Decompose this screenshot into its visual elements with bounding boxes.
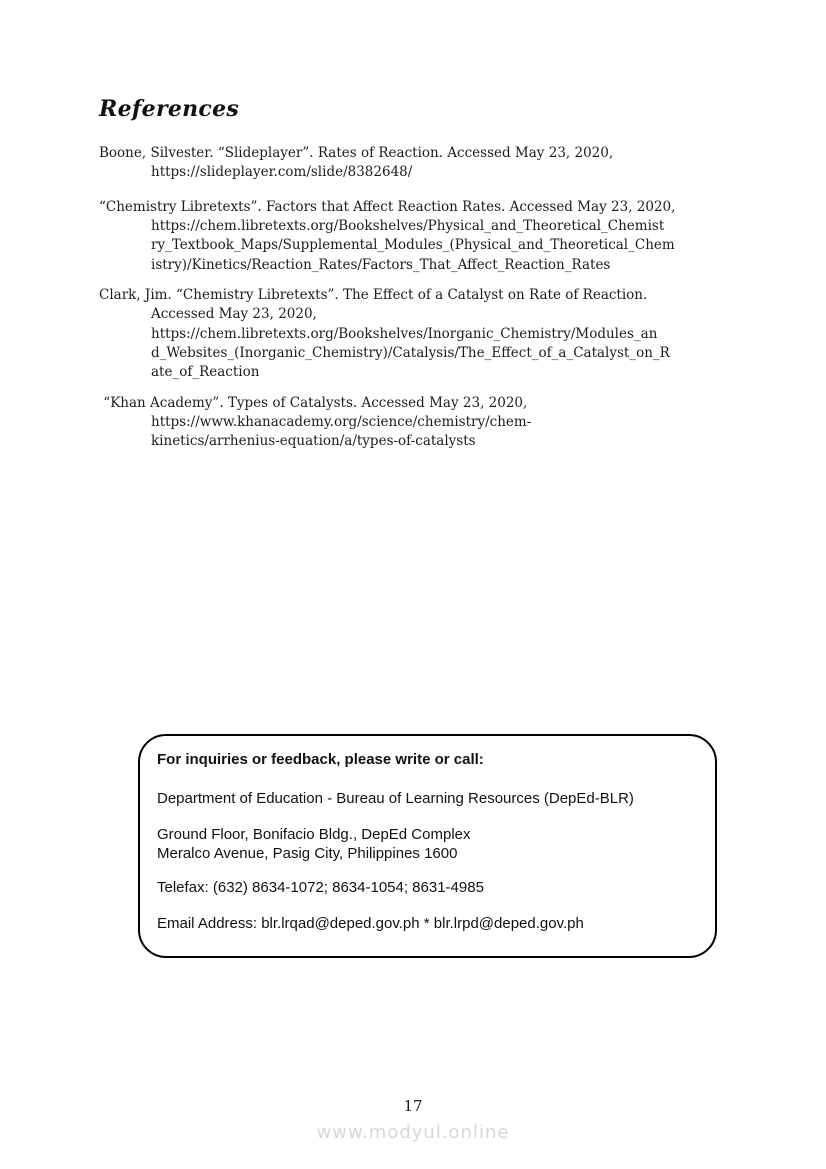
contact-address-line2: Meralco Avenue, Pasig City, Philippines 1600 (157, 845, 458, 862)
reference-line: Clark, Jim. “Chemistry Libretexts”. The Effect of a Catalyst on Rate of Reaction. (99, 286, 648, 303)
reference-entry (99, 198, 759, 275)
contact-department: Department of Education - Bureau of Learning Resources (DepEd-BLR) (157, 790, 634, 807)
contact-email: Email Address: blr.lrqad@deped.gov.ph * blr.lrpd@deped.gov.ph (157, 915, 584, 932)
page-title: References (99, 96, 240, 122)
contact-address-line1: Ground Floor, Bonifacio Bldg., DepEd Complex (157, 826, 471, 843)
reference-line: Accessed May 23, 2020, (151, 306, 317, 323)
reference-url-line: istry)/Kinetics/Reaction_Rates/Factors_That_Affect_Reaction_Rates (151, 256, 611, 273)
reference-url-line: https://chem.libretexts.org/Bookshelves/Inorganic_Chemistry/Modules_an (151, 325, 658, 342)
reference-url-line: ate_of_Reaction (151, 364, 260, 381)
reference-entry (99, 286, 759, 383)
reference-line: Boone, Silvester. “Slideplayer”. Rates of Reaction. Accessed May 23, 2020, (99, 145, 614, 161)
reference-entry (99, 394, 759, 452)
reference-url-line: https://slideplayer.com/slide/8382648/ (151, 164, 413, 181)
watermark: www.modyul.online (316, 1122, 510, 1143)
reference-url-line: https://www.khanacademy.org/science/chemistry/chem- (151, 413, 532, 430)
reference-list (99, 144, 759, 463)
contact-info-box (138, 734, 717, 958)
page-number: 17 (403, 1097, 423, 1115)
reference-url-line: https://chem.libretexts.org/Bookshelves/Physical_and_Theoretical_Chemist (151, 217, 665, 234)
reference-url-line: ry_Textbook_Maps/Supplemental_Modules_(Physical_and_Theoretical_Chem (151, 237, 675, 254)
reference-entry (99, 144, 759, 183)
reference-url-line: d_Websites_(Inorganic_Chemistry)/Catalysis/The_Effect_of_a_Catalyst_on_R (151, 344, 670, 361)
reference-line: “Chemistry Libretexts”. Factors that Affect Reaction Rates. Accessed May 23, 2020, (99, 198, 676, 215)
reference-line: “Khan Academy”. Types of Catalysts. Accessed May 23, 2020, (99, 394, 528, 411)
contact-heading: For inquiries or feedback, please write or call: (157, 751, 484, 768)
contact-telefax: Telefax: (632) 8634-1072; 8634-1054; 8631-4985 (157, 879, 484, 896)
reference-url-line: kinetics/arrhenius-equation/a/types-of-catalysts (151, 433, 476, 450)
